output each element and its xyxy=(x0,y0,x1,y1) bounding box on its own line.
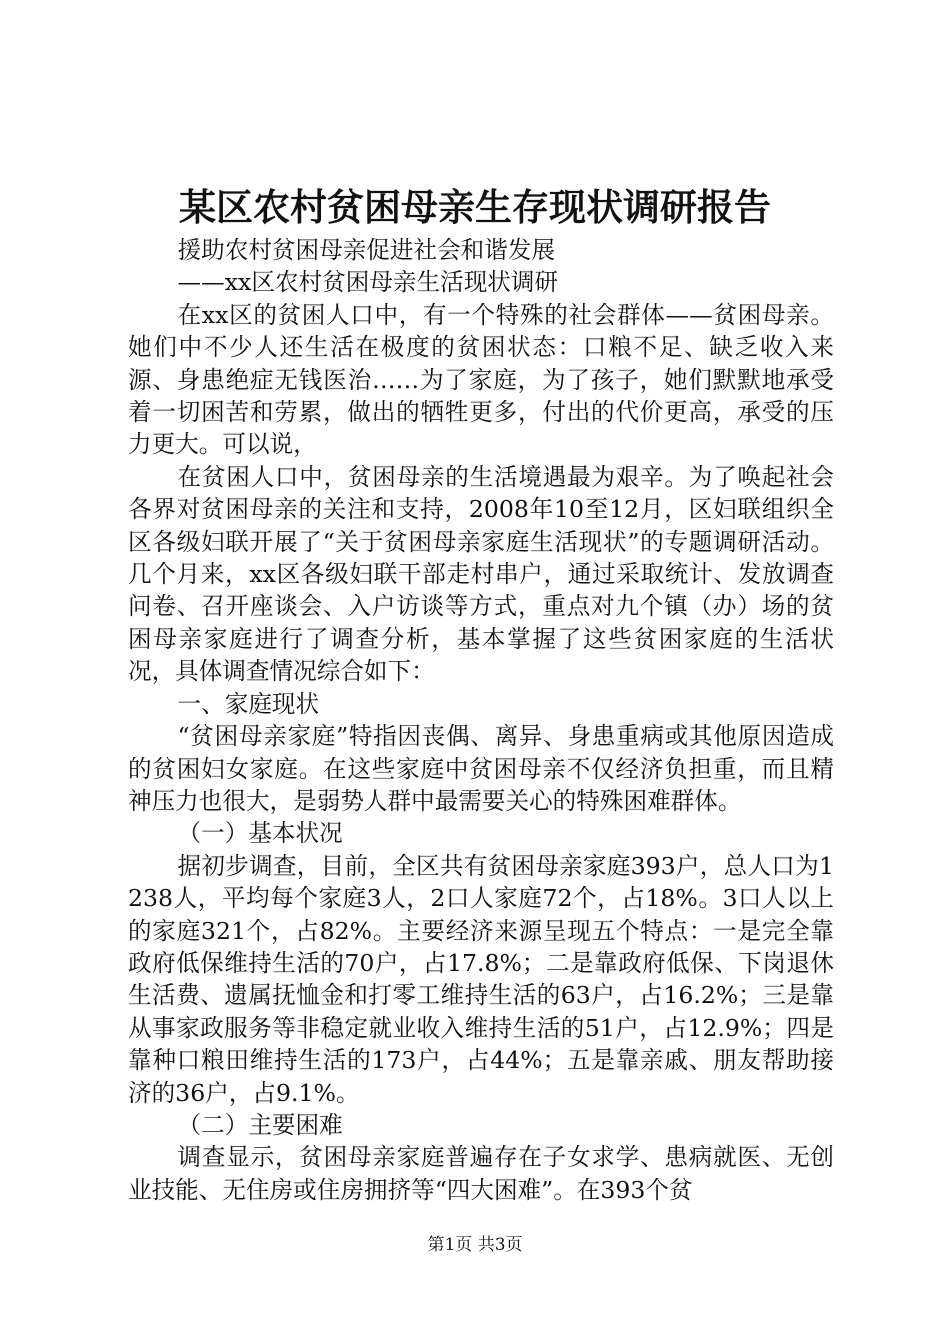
paragraph-statistics: 据初步调查，目前，全区共有贫困母亲家庭393户，总人口为1238人，平均每个家庭3人，2口人家庭72个，占18%。3口人以上的家庭321个，占82%。主要经济来源呈现五个特点：一是完全靠政府低保维持生活的70户，占17.8%；二是靠政府低保、下岗退休生活费、遗属抚恤金和打零工维持生活的63户，占16.2%；三是靠从事家政服务等非稳定就业收入维持生活的51户，占12.9%；四是靠种口粮田维持生活的173户，占44%；五是靠亲戚、朋友帮助接济的36户，占9.1%。 xyxy=(128,851,834,1107)
paragraph-intro: 在xx区的贫困人口中，有一个特殊的社会群体——贫困母亲。她们中不少人还生活在极度的贫困状态：口粮不足、缺乏收入来源、身患绝症无钱医治……为了家庭，为了孩子，她们默默地承受着一切困苦和劳累，做出的牺牲更多，付出的代价更高，承受的压力更大。可以说， xyxy=(128,300,834,459)
paragraph-definition: “贫困母亲家庭”特指因丧偶、离异、身患重病或其他原因造成的贫困妇女家庭。在这些家庭中贫困母亲不仅经济负担重，而且精神压力也很大，是弱势人群中最需要关心的特殊困难群体。 xyxy=(128,722,834,815)
subtitle-line-2: ——xx区农村贫困母亲生活现状调研 xyxy=(177,268,559,297)
page-number-footer: 第1页 共3页 xyxy=(427,1235,523,1255)
document-body xyxy=(128,234,834,1206)
subsection-heading-main-difficulties: （二）主要困难 xyxy=(177,1110,343,1139)
subtitle-line-1: 援助农村贫困母亲促进社会和谐发展 xyxy=(177,236,556,264)
subsection-heading-basic-status: （一）基本状况 xyxy=(177,819,343,848)
section-heading-family-status: 一、家庭现状 xyxy=(177,689,320,718)
paragraph-background: 在贫困人口中，贫困母亲的生活境遇最为艰辛。为了唤起社会各界对贫困母亲的关注和支持，2008年10至12月，区妇联组织全区各级妇联开展了“关于贫困母亲家庭生活现状”的专题调研活动。几个月来，xx区各级妇联干部走村串户，通过采取统计、发放调查问卷、召开座谈会、入户访谈等方式，重点对九个镇（办）场的贫困母亲家庭进行了调查分析，基本掌握了这些贫困家庭的生活状况，具体调查情况综合如下： xyxy=(128,462,834,686)
paragraph-difficulties: 调查显示，贫困母亲家庭普遍存在子女求学、患病就医、无创业技能、无住房或住房拥挤等“四大困难”。在393个贫 xyxy=(128,1143,834,1204)
document-title: 某区农村贫困母亲生存现状调研报告 xyxy=(179,185,771,229)
